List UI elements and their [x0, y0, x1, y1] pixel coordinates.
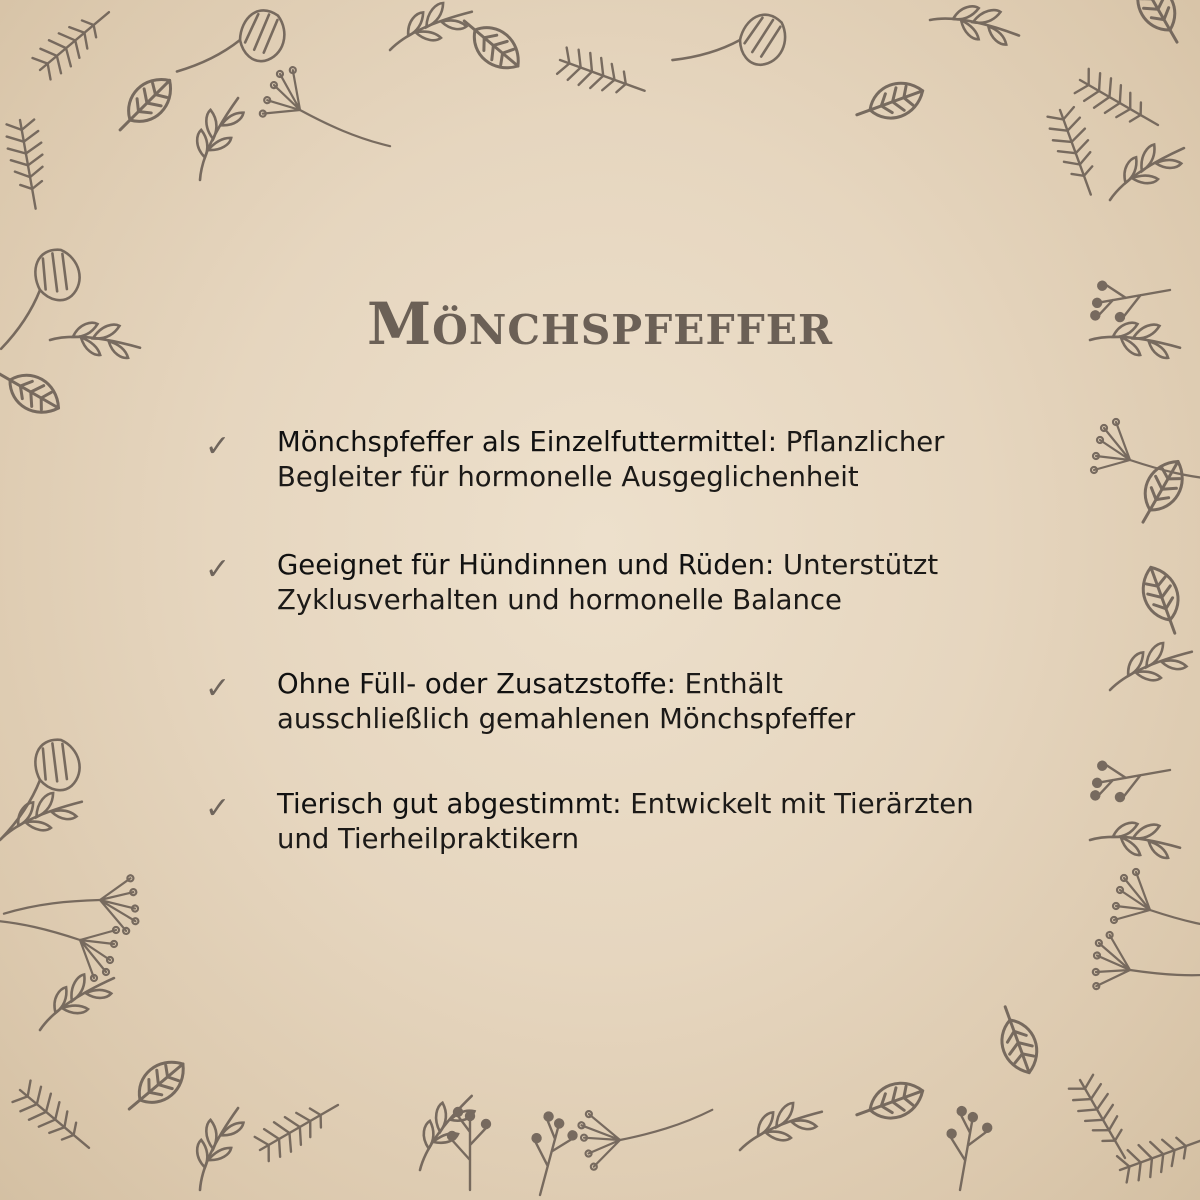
list-item-text [277, 425, 977, 495]
list-item-lead: Ohne Füll- oder Zusatzstoffe: [277, 668, 676, 700]
checkmark-icon: ✓ [205, 671, 231, 706]
checkmark-icon: ✓ [205, 552, 231, 587]
list-item-text [277, 667, 977, 737]
list-item-description: Unterstützt Zyklusverhalten und hormonelle Balance [277, 549, 939, 616]
page-title: Mönchspfeffer [366, 290, 834, 358]
list-item-lead: Tierisch gut abgestimmt: [277, 788, 622, 820]
list-item-lead: Mönchspfeffer als Einzelfuttermittel: [277, 426, 778, 458]
list-item-text [277, 787, 977, 857]
list-item-description: Entwickelt mit Tierärzten und Tierheilpraktikern [277, 788, 974, 855]
list-item-text [277, 548, 977, 618]
list-item-description: Enthält ausschließlich gemahlenen Mönchspfeffer [277, 668, 856, 735]
list-item-description: Pflanzlicher Begleiter für hormonelle Ausgeglichenheit [277, 426, 945, 493]
checkmark-icon: ✓ [205, 429, 231, 464]
checkmark-icon: ✓ [205, 791, 231, 826]
list-item-lead: Geeignet für Hündinnen und Rüden: [277, 549, 775, 581]
